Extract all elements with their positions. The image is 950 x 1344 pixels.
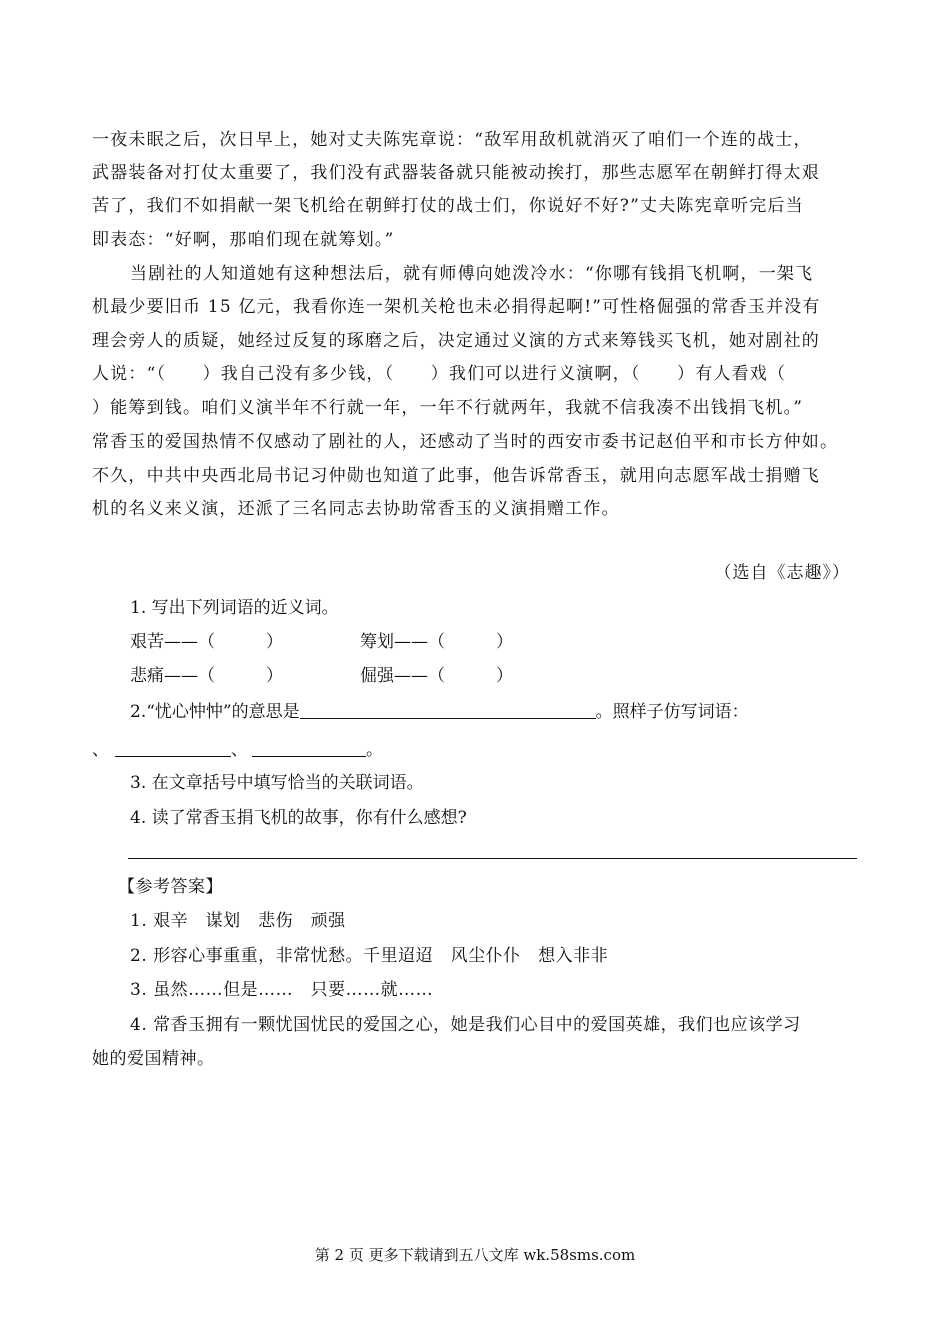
answer-4-line-1: 4. 常香玉拥有一颗忧国忧民的爱国之心，她是我们心目中的爱国英雄，我们也应该学习 xyxy=(130,1015,801,1035)
passage-line-1: 一夜未眠之后，次日早上，她对丈夫陈宪章说：“敌军用敌机就消灭了咱们一个连的战士， xyxy=(92,130,812,150)
answer-blank-word-1[interactable] xyxy=(115,738,231,757)
separator-1: 、 xyxy=(92,740,109,760)
question-2 xyxy=(130,700,749,724)
question-2-imitate: 。照样子仿写词语： xyxy=(595,702,749,722)
answer-3: 3. 虽然……但是…… 只要……就…… xyxy=(130,980,434,1000)
answer-blank-meaning[interactable] xyxy=(300,700,596,719)
answer-blank-word-2[interactable] xyxy=(252,738,366,757)
passage-line-8: 人说：“（ ）我自己没有多少钱，（ ）我们可以进行义演啊，（ ）有人看戏（ xyxy=(92,364,787,384)
answer-line[interactable] xyxy=(128,858,857,859)
passage-line-6: 机最少要旧币 15 亿元，我看你连一架机关枪也未必捐得起啊!”可性格倔强的常香玉并没有 xyxy=(92,297,821,317)
source-citation: （选自《志趣》） xyxy=(714,563,850,583)
separator-2: 、 xyxy=(231,740,248,760)
question-2-line-2 xyxy=(92,738,383,762)
answer-heading: 【参考答案】 xyxy=(118,877,223,897)
answer-4-line-2: 她的爱国精神。 xyxy=(92,1049,215,1069)
passage-line-10: 常香玉的爱国热情不仅感动了剧社的人，还感动了当时的西安市委书记赵伯平和市长方仲如。 xyxy=(92,432,839,452)
answer-1: 1. 艰辛 谋划 悲伤 顽强 xyxy=(130,911,346,931)
question-1: 1. 写出下列词语的近义词。 xyxy=(130,598,339,618)
passage-line-5: 当剧社的人知道她有这种想法后，就有师傅向她泼冷水：“你哪有钱捐飞机啊，一架飞 xyxy=(130,264,814,284)
passage-line-7: 理会旁人的质疑，她经过反复的琢磨之后，决定通过义演的方式来筹钱买飞机，她对剧社的 xyxy=(92,331,820,351)
question-3: 3. 在文章括号中填写恰当的关联词语。 xyxy=(130,773,424,793)
passage-line-3: 苦了，我们不如捐献一架飞机给在朝鲜打仗的战士们，你说好不好?”丈夫陈宪章听完后当 xyxy=(92,196,804,216)
passage-line-2: 武器装备对打仗太重要了，我们没有武器装备就只能被动挨打，那些志愿军在朝鲜打得太艰 xyxy=(92,163,820,183)
question-4: 4. 读了常香玉捐飞机的故事，你有什么感想? xyxy=(130,808,467,828)
page-footer: 第 2 页 更多下载请到五八文库 wk.58sms.com xyxy=(314,1246,636,1264)
synonym-pair-1: 艰苦——（ ） xyxy=(130,632,283,652)
synonym-pair-3: 悲痛——（ ） xyxy=(130,666,283,686)
synonym-pair-2: 筹划——（ ） xyxy=(360,632,513,652)
passage-line-11: 不久，中共中央西北局书记习仲勋也知道了此事，他告诉常香玉，就用向志愿军战士捐赠飞 xyxy=(92,466,820,486)
period: 。 xyxy=(366,740,383,760)
passage-line-4: 即表态：“好啊，那咱们现在就筹划。” xyxy=(92,230,395,250)
answer-2: 2. 形容心事重重，非常忧愁。千里迢迢 风尘仆仆 想入非非 xyxy=(130,946,609,966)
passage-line-12: 机的名义来义演，还派了三名同志去协助常香玉的义演捐赠工作。 xyxy=(92,499,620,519)
passage-line-9: ）能筹到钱。咱们义演半年不行就一年，一年不行就两年，我就不信我凑不出钱捐飞机。” xyxy=(92,398,804,418)
synonym-pair-4: 倔强——（ ） xyxy=(360,666,513,686)
question-2-prompt: 2.“忧心忡忡”的意思是 xyxy=(130,702,300,722)
